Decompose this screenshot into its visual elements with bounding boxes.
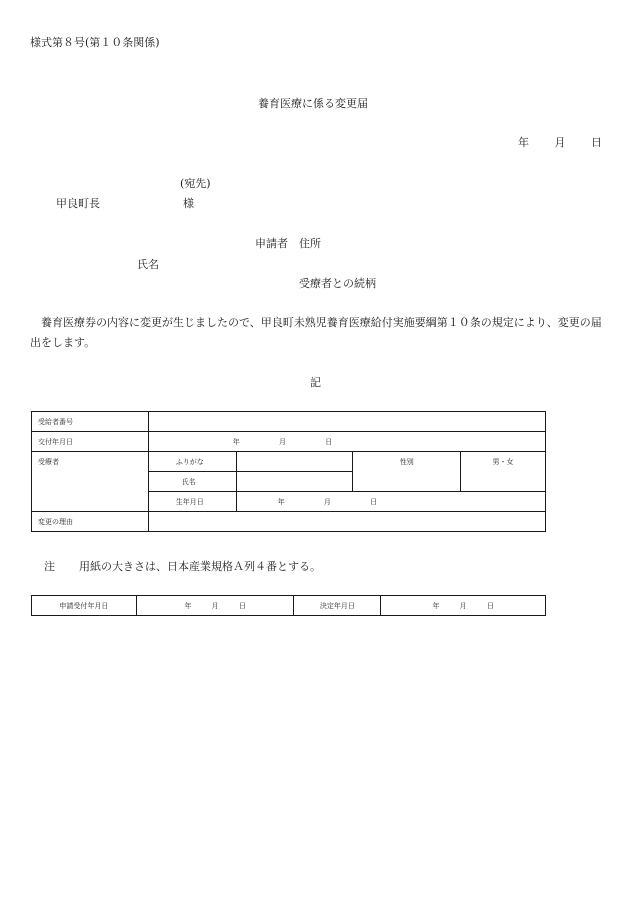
table-row xyxy=(32,512,546,532)
decision-date-field[interactable] xyxy=(381,596,546,616)
applicant-address-label: 住所 xyxy=(299,237,321,250)
change-details-table xyxy=(31,411,546,532)
furigana-field[interactable] xyxy=(236,452,353,472)
patient-name-field[interactable] xyxy=(236,472,353,492)
addressee-name: 甲良町長 xyxy=(56,197,100,210)
accept-year: 年 xyxy=(184,601,192,610)
issue-month: 月 xyxy=(278,437,286,446)
date-year: 年 xyxy=(518,136,529,149)
decision-month: 月 xyxy=(459,601,467,610)
decision-year: 年 xyxy=(432,601,440,610)
sex-choice-text: 男・女 xyxy=(492,458,514,466)
reason-label: 変更の理由 xyxy=(32,512,149,532)
issue-date-label: 交付年月日 xyxy=(32,432,149,452)
receipt-table xyxy=(31,595,546,616)
date-day: 日 xyxy=(591,136,602,149)
note-text: 用紙の大きさは、日本産業規格Ａ列４番とする。 xyxy=(79,560,321,573)
table-row xyxy=(32,452,546,472)
patient-name-label: 氏名 xyxy=(148,472,236,492)
note-label: 注 xyxy=(44,560,55,573)
issue-day: 日 xyxy=(325,437,333,446)
date-month: 月 xyxy=(554,136,566,149)
accept-day: 日 xyxy=(238,601,246,610)
birth-date-label: 生年月日 xyxy=(148,492,236,512)
sex-label-text: 性別 xyxy=(399,458,414,466)
decision-day: 日 xyxy=(486,601,494,610)
applicant-relation-label: 受療者との続柄 xyxy=(299,277,376,290)
issue-date-field[interactable] xyxy=(148,432,545,452)
sex-label xyxy=(353,452,461,492)
addressee-honorific: 様 xyxy=(183,197,194,210)
accept-month: 月 xyxy=(211,601,219,610)
document-title: 養育医療に係る変更届 xyxy=(258,97,368,110)
accept-date-label: 申請受付年月日 xyxy=(32,596,137,616)
birth-date-field[interactable] xyxy=(236,492,545,512)
applicant-label: 申請者 xyxy=(255,237,288,250)
patient-label-text: 受療者 xyxy=(38,458,59,466)
body-text: 養育医療券の内容に変更が生じましたので、甲良町未熟児養育医療給付実施要綱第１０条の規定により、変更の届出をします。 xyxy=(30,316,602,349)
birth-year: 年 xyxy=(277,497,285,506)
table-row xyxy=(32,596,546,616)
applicant-name-label: 氏名 xyxy=(137,258,159,271)
ki-heading: 記 xyxy=(310,376,321,389)
date-line xyxy=(518,134,602,150)
addressee-label: (宛先) xyxy=(180,177,211,190)
patient-label xyxy=(32,452,149,512)
furigana-label: ふりがな xyxy=(148,452,236,472)
recipient-no-label: 受給者番号 xyxy=(32,412,149,432)
recipient-no-field[interactable] xyxy=(148,412,545,432)
decision-date-label: 決定年月日 xyxy=(294,596,381,616)
sex-choice[interactable] xyxy=(461,452,546,492)
reason-field[interactable] xyxy=(148,512,545,532)
table-row xyxy=(32,412,546,432)
birth-day: 日 xyxy=(370,497,378,506)
form-number: 様式第８号(第１０条関係) xyxy=(30,36,160,49)
birth-month: 月 xyxy=(323,497,331,506)
issue-year: 年 xyxy=(232,437,240,446)
table-row xyxy=(32,432,546,452)
accept-date-field[interactable] xyxy=(136,596,294,616)
